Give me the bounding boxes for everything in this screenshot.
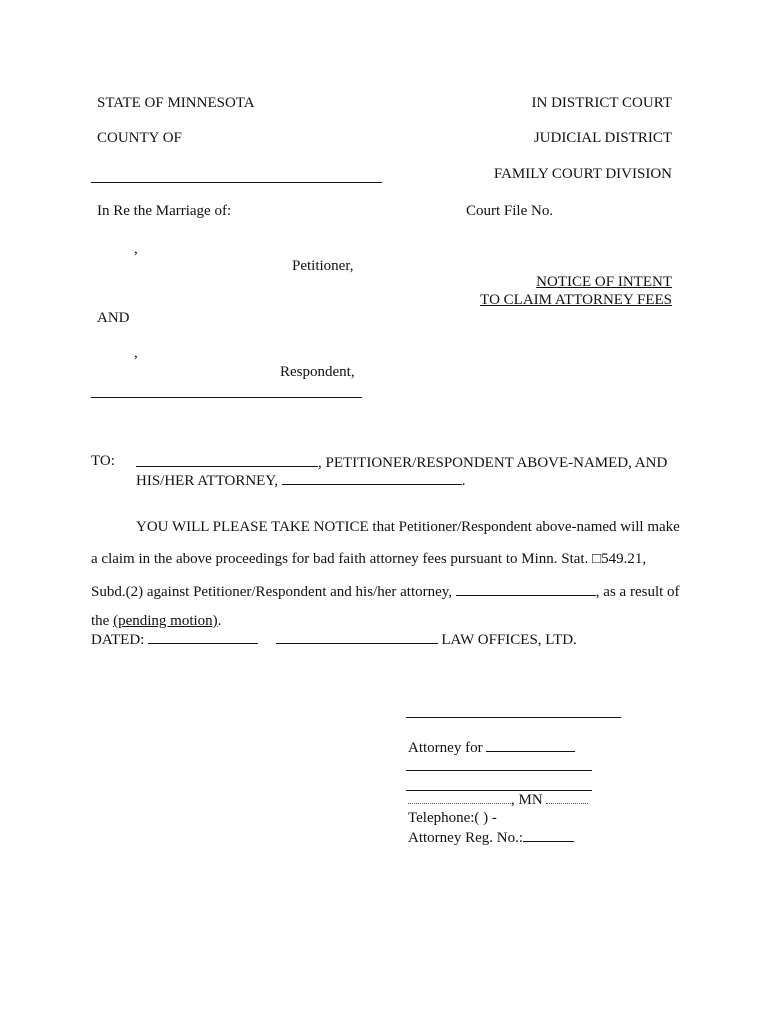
body-line-4-text: the — [91, 613, 110, 629]
pending-motion-text: (pending motion) — [113, 613, 218, 629]
body-line-4 — [91, 612, 221, 630]
dated-line — [91, 629, 577, 649]
law-firm-blank[interactable] — [276, 629, 438, 644]
signature-line[interactable] — [406, 717, 621, 718]
in-re-marriage-label: In Re the Marriage of: — [97, 203, 232, 219]
to-line-2 — [136, 470, 465, 490]
party-name-blank[interactable] — [136, 452, 318, 467]
to-label: TO: — [91, 453, 115, 469]
attorney-reg-label: Attorney Reg. No.: — [408, 830, 523, 846]
client-name-blank[interactable] — [486, 737, 575, 752]
attorney-for-line — [408, 737, 575, 757]
body-line-3-suffix: , as a result of — [595, 584, 680, 600]
county-name-line — [91, 182, 382, 183]
zip-blank[interactable] — [546, 791, 588, 804]
city-line — [408, 791, 588, 809]
attorney-for-label: Attorney for — [408, 740, 483, 756]
body-line-4-period: . — [217, 613, 222, 629]
body-line-2: a claim in the above proceedings for bad faith attorney fees pursuant to Minn. Stat. □549.21, — [91, 551, 647, 567]
body-line-3-text: Subd.(2) against Petitioner/Respondent and his/her attorney, — [91, 584, 453, 600]
attorney-reg-line — [408, 827, 574, 847]
address-line-1[interactable] — [406, 770, 592, 771]
city-blank[interactable] — [408, 791, 511, 804]
and-label: AND — [97, 310, 130, 326]
caption-bottom-line — [91, 397, 362, 398]
dated-label: DATED: — [91, 632, 145, 648]
petitioner-label: Petitioner, — [292, 258, 354, 274]
to-line-1-text: , PETITIONER/RESPONDENT ABOVE-NAMED, AND — [318, 455, 668, 471]
to-line-1 — [136, 452, 667, 472]
to-line-2-text: HIS/HER ATTORNEY, — [136, 473, 278, 489]
county-label: COUNTY OF — [97, 130, 182, 146]
body-line-1: YOU WILL PLEASE TAKE NOTICE that Petitioner/Respondent above-named will make — [136, 519, 680, 535]
opposing-attorney-blank[interactable] — [456, 581, 596, 596]
body-line-3 — [91, 581, 680, 601]
respondent-name-comma: , — [134, 345, 138, 361]
document-title-line2: TO CLAIM ATTORNEY FEES — [480, 292, 672, 308]
state-label: STATE OF MINNESOTA — [97, 95, 255, 111]
reg-number-blank[interactable] — [523, 827, 574, 842]
date-blank[interactable] — [148, 629, 258, 644]
court-label: IN DISTRICT COURT — [531, 95, 672, 111]
petitioner-name-comma: , — [134, 241, 138, 257]
respondent-label: Respondent, — [280, 364, 355, 380]
telephone-label: Telephone:( ) - — [408, 810, 497, 826]
law-offices-label: LAW OFFICES, LTD. — [441, 632, 577, 648]
judicial-district-label: JUDICIAL DISTRICT — [533, 130, 672, 146]
family-division-label: FAMILY COURT DIVISION — [493, 166, 672, 182]
court-file-label: Court File No. — [466, 203, 554, 219]
mn-label: , MN — [511, 792, 543, 808]
to-line-2-period: . — [461, 473, 466, 489]
document-title-line1: NOTICE OF INTENT — [536, 274, 672, 290]
attorney-name-blank[interactable] — [282, 470, 462, 485]
